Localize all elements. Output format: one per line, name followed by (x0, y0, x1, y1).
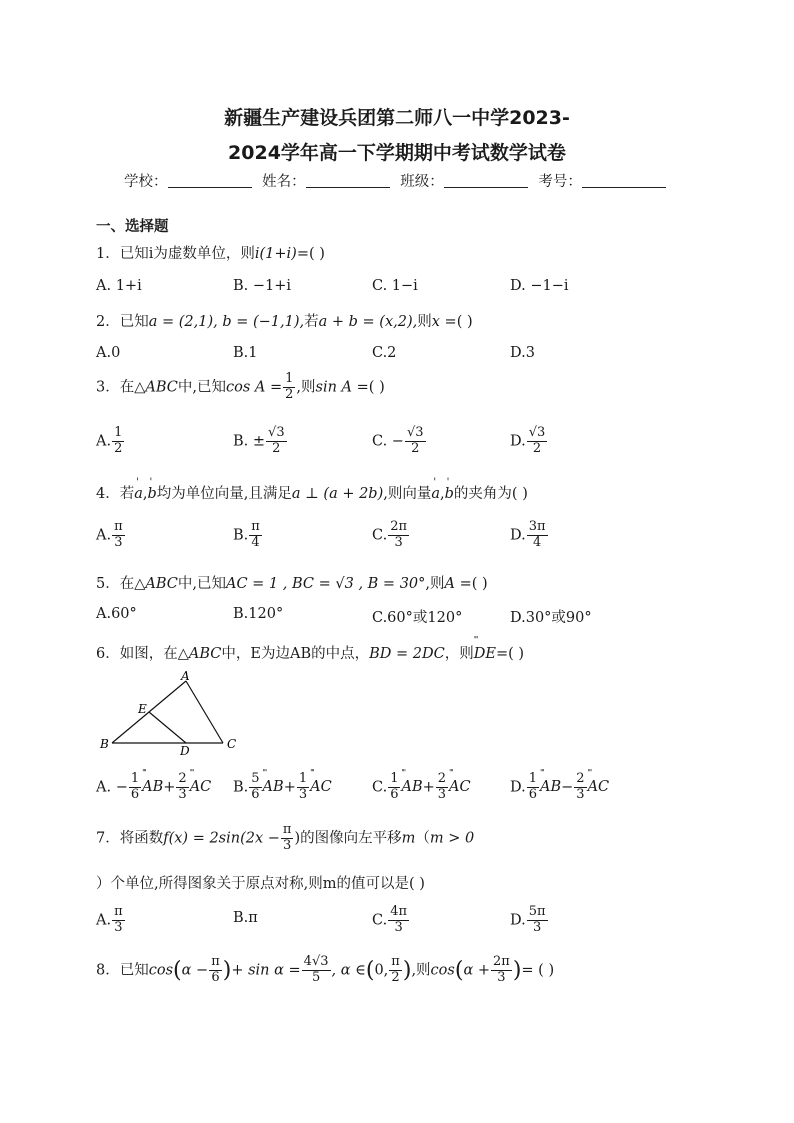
q4-option-c[interactable]: C. $\frac{2\pi}{3}$ (372, 519, 408, 550)
question-4: 4．若' a,' b均为单位向量,且满足a ⊥ (a + 2b),则向量' a,' b的夹角为( ) (96, 482, 528, 503)
triangle-figure (96, 668, 246, 756)
q3-option-c[interactable]: C. − $\frac{√3}{2}$ (372, 425, 424, 456)
label-b: B (100, 737, 109, 751)
exam-title-line1: 新疆生产建设兵团第二师八一中学2023- (224, 107, 570, 129)
class-blank[interactable] (444, 187, 528, 188)
perp-expression: a ⊥ (a + 2b) (291, 486, 384, 502)
q4-option-d[interactable]: D. $\frac{3\pi}{4}$ (510, 519, 546, 550)
q5-option-c[interactable]: C.60°或120° (372, 610, 463, 626)
fraction-half: $\frac{1}{2}$ (285, 371, 294, 402)
exam-no-label: 考号： (538, 174, 582, 190)
label-a: A (181, 669, 190, 683)
q2-option-b[interactable]: B.1 (233, 345, 258, 361)
label-d: D (180, 744, 190, 756)
q6-option-b[interactable]: B. $\frac{5}{6}$ ꞌꞌꞌ AB+ $\frac{1}{3}$ ꞌꞌꞌ AC (233, 772, 332, 803)
question-8: 8．已知cos(α − $\frac{\pi}{6}$ )+ sin α = $\frac{4√3}{5}$ , α ∈(0, $\frac{\pi}{2}$ ),则cos(α + $\frac{2\pi}{3}$ )= ( ) (96, 954, 555, 985)
q4-option-a[interactable]: A. $\frac{\pi}{3}$ (96, 519, 123, 550)
q5-option-d[interactable]: D.30°或90° (510, 610, 592, 626)
question-2: 2．已知a = (2,1), b = (−1,1),若a + b = (x,2),则x =( ) (96, 314, 473, 330)
q7-option-b[interactable]: B.π (233, 910, 258, 926)
question-1: 1．已知i为虚数单位，则i(1+i)=( ) (96, 246, 325, 262)
student-info-line (124, 170, 672, 191)
q1-option-b[interactable]: B. −1+i (233, 278, 292, 294)
q6-option-c[interactable]: C. $\frac{1}{6}$ ꞌꞌꞌ AB+ $\frac{2}{3}$ ꞌꞌꞌ AC (372, 772, 471, 803)
q1-option-d[interactable]: D. −1−i (510, 278, 569, 294)
question-6: 6．如图，在△ABC中，E为边AB的中点，BD = 2DC，则ꞌꞌꞌ DE=( ) (96, 642, 524, 663)
q3-option-d[interactable]: D. $\frac{√3}{2}$ (510, 425, 546, 456)
q5-option-a[interactable]: A.60° (96, 606, 137, 622)
label-c: C (227, 737, 237, 751)
q2-option-a[interactable]: A.0 (96, 345, 121, 361)
question-7-line2: ）个单位,所得图象关于原点对称,则m的值可以是( ) (96, 876, 425, 892)
class-label: 班级： (400, 174, 444, 190)
q5-option-b[interactable]: B.120° (233, 606, 284, 622)
question-3: 3．在△ABC中,已知cos A = $\frac{1}{2}$ ,则sin A =( ) (96, 371, 385, 402)
name-blank[interactable] (306, 187, 390, 188)
question-7: 7．将函数f(x) = 2sin(2x − $\frac{\pi}{3}$ )的图像向左平移m（m > 0 (96, 822, 475, 853)
section-heading: 一、选择题 (96, 219, 169, 235)
q1-option-c[interactable]: C. 1−i (372, 278, 418, 294)
q1-option-a[interactable]: A. 1+i (96, 278, 142, 294)
segment-ed (149, 712, 186, 743)
q6-option-a[interactable]: A. − $\frac{1}{6}$ ꞌꞌꞌ AB+ $\frac{2}{3}$ ꞌꞌꞌ AC (96, 772, 211, 803)
label-e: E (138, 702, 147, 716)
q7-option-a[interactable]: A. $\frac{\pi}{3}$ (96, 904, 123, 935)
q6-option-d[interactable]: D. $\frac{1}{6}$ ꞌꞌꞌ AB− $\frac{2}{3}$ ꞌꞌꞌ AC (510, 772, 609, 803)
school-label: 学校： (124, 174, 168, 190)
q2-option-c[interactable]: C.2 (372, 345, 397, 361)
name-label: 姓名： (262, 174, 306, 190)
school-blank[interactable] (168, 187, 252, 188)
q7-option-c[interactable]: C. $\frac{4\pi}{3}$ (372, 904, 408, 935)
q3-option-a[interactable]: A. $\frac{1}{2}$ (96, 425, 123, 456)
question-5: 5．在△ABC中,已知AC = 1 , BC = √3 , B = 30°,则A =( ) (96, 576, 488, 592)
q2-option-d[interactable]: D.3 (510, 345, 535, 361)
q4-option-b[interactable]: B. $\frac{\pi}{4}$ (233, 519, 260, 550)
edge-ac (186, 681, 223, 743)
exam-no-blank[interactable] (582, 187, 666, 188)
q3-option-b[interactable]: B. ± $\frac{√3}{2}$ (233, 425, 285, 456)
exam-title-line2: 2024学年高一下学期期中考试数学试卷 (228, 142, 566, 164)
q7-option-d[interactable]: D. $\frac{5\pi}{3}$ (510, 904, 546, 935)
